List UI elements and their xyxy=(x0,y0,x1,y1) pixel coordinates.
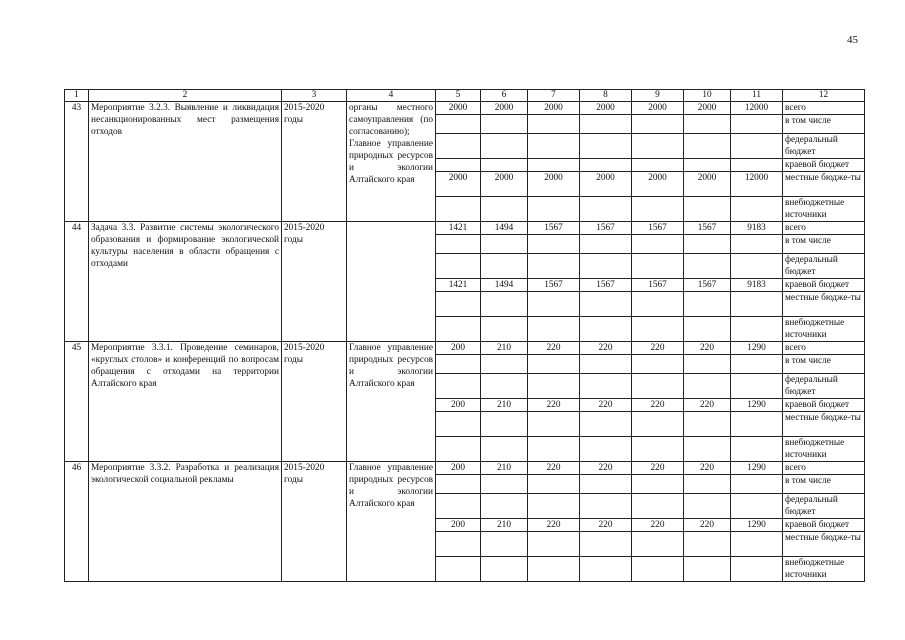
amount-cell: 2000 xyxy=(481,172,528,197)
amount-cell: 1567 xyxy=(684,279,731,292)
funding-source: местные бюдже-ты xyxy=(783,412,865,437)
amount-cell xyxy=(731,115,783,134)
amount-cell xyxy=(481,374,528,399)
amount-cell: 2000 xyxy=(580,172,632,197)
amount-cell xyxy=(580,494,632,519)
amount-cell xyxy=(580,115,632,134)
amount-cell xyxy=(436,557,481,582)
funding-source: местные бюдже-ты xyxy=(783,172,865,197)
amount-cell xyxy=(632,254,684,279)
amount-cell xyxy=(481,475,528,494)
amount-cell: 2000 xyxy=(632,172,684,197)
amount-cell: 220 xyxy=(528,342,580,355)
amount-cell xyxy=(436,437,481,462)
amount-cell xyxy=(684,159,731,172)
funding-source: в том числе xyxy=(783,235,865,254)
amount-cell: 12000 xyxy=(731,102,783,115)
amount-cell: 220 xyxy=(632,399,684,412)
amount-cell: 2000 xyxy=(580,102,632,115)
amount-cell xyxy=(528,317,580,342)
responsible-party: Главное управление природных ресурсов и экологии Алтайского края xyxy=(347,462,436,582)
funding-source: всего xyxy=(783,102,865,115)
amount-cell xyxy=(731,235,783,254)
amount-cell: 220 xyxy=(580,399,632,412)
amount-cell: 1567 xyxy=(580,222,632,235)
column-header: 8 xyxy=(580,90,632,102)
amount-cell xyxy=(580,355,632,374)
amount-cell xyxy=(528,254,580,279)
amount-cell: 220 xyxy=(684,342,731,355)
amount-cell xyxy=(528,134,580,159)
amount-cell xyxy=(632,134,684,159)
amount-cell xyxy=(481,197,528,222)
column-header: 11 xyxy=(731,90,783,102)
amount-cell: 1494 xyxy=(481,279,528,292)
amount-cell xyxy=(684,254,731,279)
amount-cell xyxy=(684,374,731,399)
amount-cell: 1567 xyxy=(632,279,684,292)
amount-cell: 12000 xyxy=(731,172,783,197)
amount-cell xyxy=(632,494,684,519)
amount-cell xyxy=(528,374,580,399)
amount-cell: 220 xyxy=(528,462,580,475)
amount-cell xyxy=(436,475,481,494)
funding-source: федеральный бюджет xyxy=(783,254,865,279)
amount-cell xyxy=(528,292,580,317)
amount-cell: 210 xyxy=(481,462,528,475)
amount-cell xyxy=(436,235,481,254)
responsible-party xyxy=(347,222,436,342)
activity-name: Мероприятие 3.3.2. Разработка и реализация экологической социальной рекламы xyxy=(89,462,282,582)
column-header: 10 xyxy=(684,90,731,102)
activity-name: Задача 3.3. Развитие системы экологического образования и формирование экологической культуры населения в области обращения с отходами xyxy=(89,222,282,342)
amount-cell xyxy=(436,254,481,279)
amount-cell xyxy=(731,494,783,519)
row-number: 46 xyxy=(65,462,89,582)
column-header: 1 xyxy=(65,90,89,102)
funding-source: краевой бюджет xyxy=(783,399,865,412)
amount-cell xyxy=(580,412,632,437)
amount-cell xyxy=(731,317,783,342)
amount-cell xyxy=(731,197,783,222)
amount-cell xyxy=(580,532,632,557)
amount-cell xyxy=(481,317,528,342)
funding-source: в том числе xyxy=(783,115,865,134)
amount-cell xyxy=(731,557,783,582)
amount-cell: 1290 xyxy=(731,342,783,355)
budget-table xyxy=(64,89,865,582)
funding-source: внебюджетные источники xyxy=(783,437,865,462)
amount-cell: 1567 xyxy=(632,222,684,235)
amount-cell xyxy=(436,115,481,134)
amount-cell xyxy=(684,475,731,494)
period: 2015-2020 годы xyxy=(282,342,347,462)
funding-source: внебюджетные источники xyxy=(783,317,865,342)
responsible-party: Главное управление природных ресурсов и экологии Алтайского края xyxy=(347,342,436,462)
funding-source: местные бюдже-ты xyxy=(783,532,865,557)
amount-cell xyxy=(580,475,632,494)
column-header: 3 xyxy=(282,90,347,102)
column-header: 2 xyxy=(89,90,282,102)
amount-cell: 220 xyxy=(684,519,731,532)
amount-cell: 210 xyxy=(481,399,528,412)
amount-cell: 1567 xyxy=(528,279,580,292)
amount-cell xyxy=(436,292,481,317)
amount-cell: 220 xyxy=(632,462,684,475)
amount-cell xyxy=(731,292,783,317)
amount-cell xyxy=(481,557,528,582)
amount-cell xyxy=(731,374,783,399)
amount-cell xyxy=(684,115,731,134)
column-header: 7 xyxy=(528,90,580,102)
amount-cell xyxy=(528,355,580,374)
amount-cell: 220 xyxy=(528,519,580,532)
amount-cell: 220 xyxy=(528,399,580,412)
amount-cell: 1421 xyxy=(436,222,481,235)
column-header: 5 xyxy=(436,90,481,102)
amount-cell xyxy=(436,374,481,399)
amount-cell xyxy=(528,197,580,222)
table-row xyxy=(65,222,865,235)
amount-cell xyxy=(528,115,580,134)
funding-source: всего xyxy=(783,222,865,235)
amount-cell: 1290 xyxy=(731,519,783,532)
amount-cell: 220 xyxy=(632,342,684,355)
table-row xyxy=(65,342,865,355)
amount-cell xyxy=(436,355,481,374)
amount-cell xyxy=(580,557,632,582)
amount-cell xyxy=(481,437,528,462)
amount-cell xyxy=(436,412,481,437)
amount-cell xyxy=(528,494,580,519)
amount-cell xyxy=(731,437,783,462)
amount-cell: 1494 xyxy=(481,222,528,235)
amount-cell: 220 xyxy=(684,462,731,475)
amount-cell xyxy=(632,374,684,399)
amount-cell: 2000 xyxy=(632,102,684,115)
amount-cell xyxy=(731,532,783,557)
amount-cell: 2000 xyxy=(436,102,481,115)
amount-cell xyxy=(684,532,731,557)
funding-source: внебюджетные источники xyxy=(783,197,865,222)
period: 2015-2020 годы xyxy=(282,222,347,342)
amount-cell xyxy=(481,355,528,374)
amount-cell xyxy=(731,254,783,279)
period: 2015-2020 годы xyxy=(282,462,347,582)
activity-name: Мероприятие 3.2.3. Выявление и ликвидация несанкционированных мест размещения отходов xyxy=(89,102,282,222)
amount-cell xyxy=(632,355,684,374)
funding-source: в том числе xyxy=(783,355,865,374)
amount-cell xyxy=(436,197,481,222)
amount-cell: 220 xyxy=(580,462,632,475)
amount-cell xyxy=(684,355,731,374)
amount-cell: 210 xyxy=(481,342,528,355)
funding-source: федеральный бюджет xyxy=(783,374,865,399)
amount-cell xyxy=(684,134,731,159)
amount-cell: 9183 xyxy=(731,279,783,292)
amount-cell xyxy=(684,292,731,317)
amount-cell: 9183 xyxy=(731,222,783,235)
table-row xyxy=(65,462,865,475)
amount-cell xyxy=(684,235,731,254)
page-number: 45 xyxy=(847,34,858,46)
column-header: 12 xyxy=(783,90,865,102)
amount-cell: 200 xyxy=(436,399,481,412)
amount-cell xyxy=(632,532,684,557)
funding-source: местные бюдже-ты xyxy=(783,292,865,317)
amount-cell xyxy=(580,437,632,462)
amount-cell xyxy=(632,437,684,462)
funding-source: краевой бюджет xyxy=(783,159,865,172)
amount-cell xyxy=(481,254,528,279)
amount-cell: 210 xyxy=(481,519,528,532)
amount-cell xyxy=(580,134,632,159)
amount-cell xyxy=(731,475,783,494)
funding-source: внебюджетные источники xyxy=(783,557,865,582)
amount-cell xyxy=(684,557,731,582)
amount-cell: 220 xyxy=(580,519,632,532)
amount-cell xyxy=(731,159,783,172)
funding-source: краевой бюджет xyxy=(783,279,865,292)
amount-cell xyxy=(731,412,783,437)
amount-cell xyxy=(528,532,580,557)
amount-cell xyxy=(436,317,481,342)
amount-cell: 1567 xyxy=(580,279,632,292)
amount-cell xyxy=(481,532,528,557)
amount-cell xyxy=(580,254,632,279)
amount-cell: 200 xyxy=(436,519,481,532)
amount-cell: 200 xyxy=(436,462,481,475)
amount-cell xyxy=(436,532,481,557)
column-header: 9 xyxy=(632,90,684,102)
amount-cell: 200 xyxy=(436,342,481,355)
amount-cell xyxy=(632,197,684,222)
amount-cell: 1567 xyxy=(528,222,580,235)
amount-cell xyxy=(580,197,632,222)
amount-cell xyxy=(481,235,528,254)
funding-source: краевой бюджет xyxy=(783,519,865,532)
amount-cell: 2000 xyxy=(684,102,731,115)
funding-source: всего xyxy=(783,462,865,475)
table-row xyxy=(65,102,865,115)
row-number: 43 xyxy=(65,102,89,222)
funding-source: федеральный бюджет xyxy=(783,494,865,519)
amount-cell xyxy=(684,317,731,342)
amount-cell xyxy=(528,235,580,254)
responsible-party: органы местного самоуправления (по согласованию); Главное управление природных ресурсов и экологии Алтайского края xyxy=(347,102,436,222)
amount-cell xyxy=(580,374,632,399)
funding-source: в том числе xyxy=(783,475,865,494)
amount-cell xyxy=(632,412,684,437)
amount-cell: 2000 xyxy=(436,172,481,197)
amount-cell: 1290 xyxy=(731,462,783,475)
amount-cell xyxy=(632,317,684,342)
amount-cell xyxy=(481,159,528,172)
amount-cell: 220 xyxy=(580,342,632,355)
amount-cell xyxy=(436,159,481,172)
amount-cell xyxy=(481,494,528,519)
column-header: 6 xyxy=(481,90,528,102)
amount-cell xyxy=(481,115,528,134)
amount-cell xyxy=(528,159,580,172)
funding-source: федеральный бюджет xyxy=(783,134,865,159)
amount-cell: 220 xyxy=(684,399,731,412)
amount-cell xyxy=(528,475,580,494)
amount-cell xyxy=(632,475,684,494)
amount-cell xyxy=(481,134,528,159)
amount-cell: 220 xyxy=(632,519,684,532)
amount-cell xyxy=(632,292,684,317)
amount-cell xyxy=(481,292,528,317)
amount-cell xyxy=(632,557,684,582)
amount-cell xyxy=(684,412,731,437)
amount-cell: 1290 xyxy=(731,399,783,412)
amount-cell xyxy=(580,235,632,254)
row-number: 45 xyxy=(65,342,89,462)
amount-cell xyxy=(632,115,684,134)
amount-cell xyxy=(684,437,731,462)
amount-cell: 1567 xyxy=(684,222,731,235)
amount-cell xyxy=(580,159,632,172)
amount-cell xyxy=(436,134,481,159)
activity-name: Мероприятие 3.3.1. Проведение семинаров, «круглых столов» и конференций по вопросам обращения с отходами на территории Алтайского края xyxy=(89,342,282,462)
row-number: 44 xyxy=(65,222,89,342)
amount-cell xyxy=(632,159,684,172)
amount-cell: 2000 xyxy=(684,172,731,197)
amount-cell: 1421 xyxy=(436,279,481,292)
amount-cell xyxy=(632,235,684,254)
amount-cell xyxy=(684,197,731,222)
amount-cell xyxy=(580,317,632,342)
amount-cell xyxy=(528,557,580,582)
amount-cell: 2000 xyxy=(528,172,580,197)
amount-cell xyxy=(481,412,528,437)
amount-cell xyxy=(731,134,783,159)
header-row xyxy=(65,90,865,102)
period: 2015-2020 годы xyxy=(282,102,347,222)
amount-cell xyxy=(731,355,783,374)
amount-cell: 2000 xyxy=(528,102,580,115)
funding-source: всего xyxy=(783,342,865,355)
amount-cell xyxy=(528,437,580,462)
amount-cell xyxy=(684,494,731,519)
amount-cell xyxy=(528,412,580,437)
amount-cell xyxy=(436,494,481,519)
amount-cell: 2000 xyxy=(481,102,528,115)
column-header: 4 xyxy=(347,90,436,102)
amount-cell xyxy=(580,292,632,317)
